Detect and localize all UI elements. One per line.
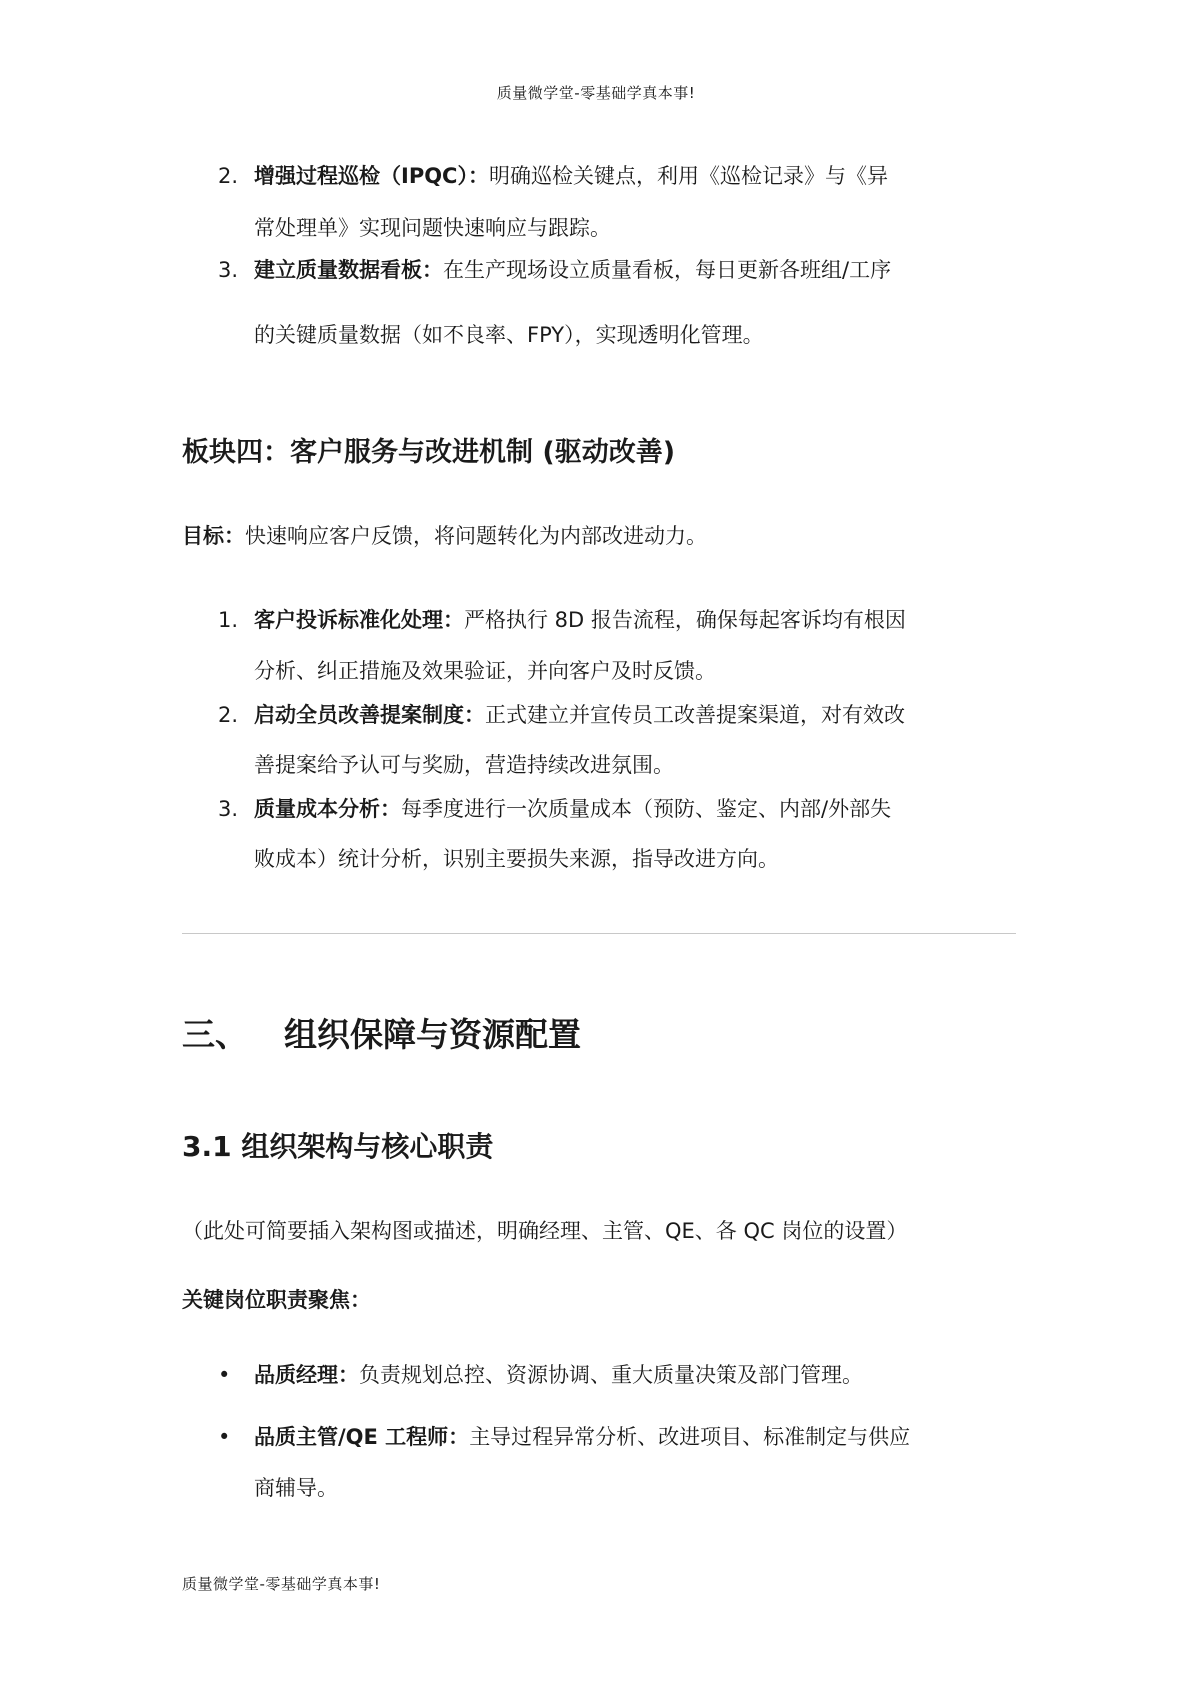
item-continuation: 善提案给予认可与奖励，营造持续改进氛围。 (254, 753, 674, 777)
item-label: 客户投诉标准化处理： (254, 608, 464, 632)
horizontal-divider (182, 933, 1016, 934)
page-header: 质量微学堂-零基础学真本事! (496, 84, 696, 102)
list-number: 2. (218, 703, 239, 727)
subsection-heading: 3.1 组织架构与核心职责 (182, 1130, 494, 1163)
goal-label: 目标： (182, 524, 245, 548)
focus-heading (182, 1284, 371, 1314)
list-item (218, 160, 888, 193)
section-title: 组织保障与资源配置 (284, 1015, 581, 1054)
block-heading: 板块四：客户服务与改进机制 (驱动改善) (182, 437, 676, 468)
list-number: 3. (218, 797, 239, 821)
item-continuation: 常处理单》实现问题快速响应与跟踪。 (254, 216, 611, 240)
list-item (218, 604, 906, 637)
list-item (218, 793, 891, 826)
bullet-item (218, 1359, 863, 1392)
list-item (218, 699, 905, 732)
bullet-item (218, 1421, 910, 1454)
item-continuation: 的关键质量数据（如不良率、FPY），实现透明化管理。 (254, 323, 764, 347)
item-label: 质量成本分析： (254, 797, 401, 821)
item-text: 明确巡检关键点，利用《巡检记录》与《异 (488, 164, 888, 188)
bullet-mark: • (218, 1363, 231, 1387)
page-footer: 质量微学堂-零基础学真本事! (182, 1575, 381, 1593)
item-label: 增强过程巡检（IPQC）： (254, 164, 489, 188)
goal-text: 快速响应客户反馈，将问题转化为内部改进动力。 (245, 524, 707, 548)
item-text: 严格执行 8D 报告流程，确保每起客诉均有根因 (464, 608, 906, 632)
focus-label: 关键岗位职责聚焦： (182, 1288, 371, 1312)
goal-paragraph (182, 520, 707, 550)
item-text: 正式建立并宣传员工改善提案渠道，对有效改 (485, 703, 905, 727)
list-number: 3. (218, 258, 239, 282)
item-continuation: 败成本）统计分析，识别主要损失来源，指导改进方向。 (254, 847, 779, 871)
item-label: 品质主管/QE 工程师： (254, 1425, 470, 1449)
item-text: 在生产现场设立质量看板，每日更新各班组/工序 (443, 258, 892, 282)
item-text: 主导过程异常分析、改进项目、标准制定与供应 (469, 1425, 911, 1449)
section-number: 三、 (182, 1015, 248, 1054)
list-number: 2. (218, 164, 239, 188)
item-text: 负责规划总控、资源协调、重大质量决策及部门管理。 (359, 1363, 863, 1387)
bullet-mark: • (218, 1425, 231, 1449)
item-continuation: 商辅导。 (254, 1476, 338, 1500)
item-label: 启动全员改善提案制度： (254, 703, 485, 727)
section-heading (182, 1009, 581, 1056)
item-continuation: 分析、纠正措施及效果验证，并向客户及时反馈。 (254, 659, 716, 683)
item-label: 建立质量数据看板： (254, 258, 443, 282)
note-paragraph: （此处可简要插入架构图或描述，明确经理、主管、QE、各 QC 岗位的设置） (182, 1219, 908, 1243)
list-item (218, 254, 891, 287)
item-label: 品质经理： (254, 1363, 359, 1387)
list-number: 1. (218, 608, 239, 632)
item-text: 每季度进行一次质量成本（预防、鉴定、内部/外部失 (401, 797, 892, 821)
